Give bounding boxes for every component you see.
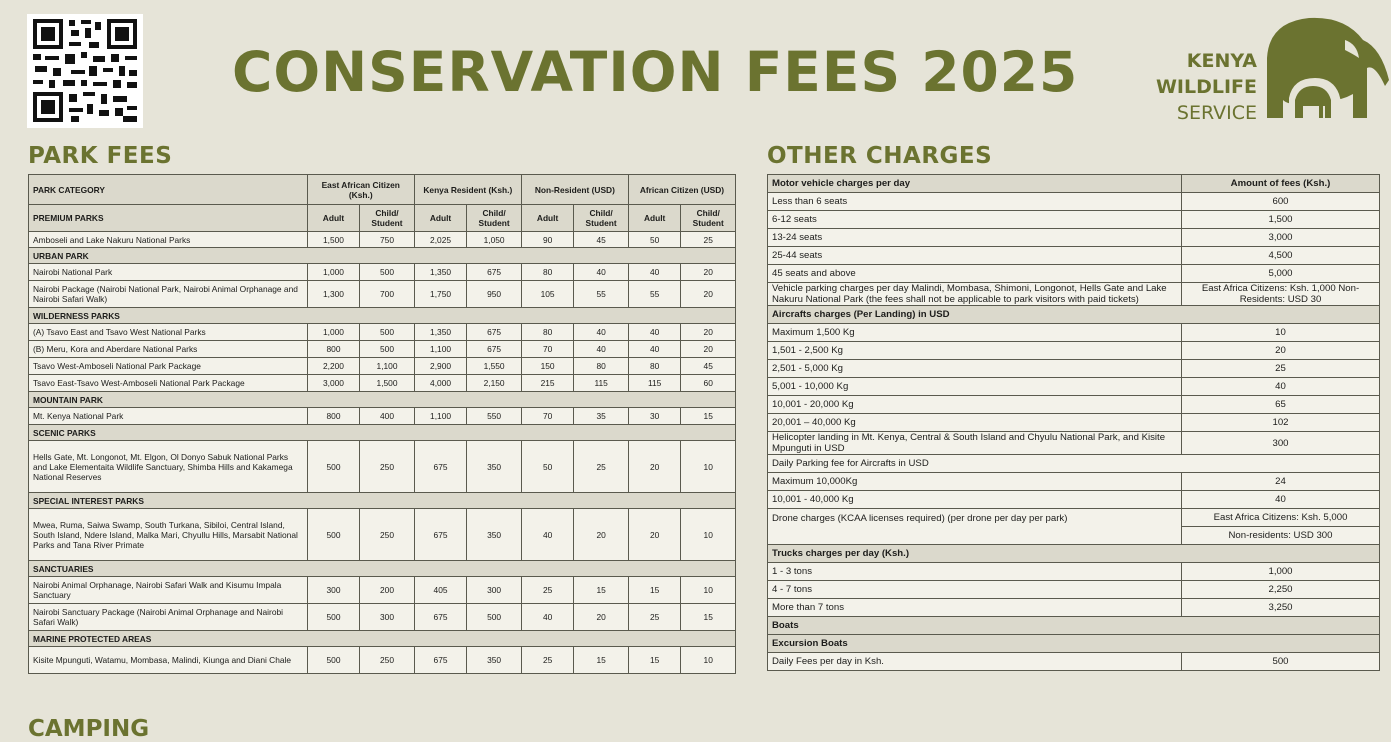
charge-amount: 20 [1182,342,1380,360]
table-row [29,324,736,341]
fee-value: 1,000 [307,324,360,341]
col-amount: Amount of fees (Ksh.) [1182,175,1380,193]
fee-value: 40 [574,341,629,358]
table-row [29,441,736,493]
fee-value: 250 [360,509,415,561]
logo-text [1155,48,1257,126]
fee-value: 15 [574,647,629,674]
table-row [768,283,1380,306]
fee-value: 40 [574,264,629,281]
fee-value: 60 [681,375,736,392]
charge-item: Maximum 1,500 Kg [768,324,1182,342]
charge-amount: 300 [1182,432,1380,455]
col-adult: Adult [628,205,681,232]
category-row [29,493,736,509]
qr-code [27,14,143,128]
charge-amount: 65 [1182,396,1380,414]
fee-value: 40 [628,341,681,358]
kws-logo [1155,14,1391,124]
fee-value: 45 [574,232,629,248]
fee-value: 20 [574,604,629,631]
subheading-row [768,455,1380,473]
fee-value: 2,900 [414,358,467,375]
col-child: Child/ Student [467,205,522,232]
charge-item: Vehicle parking charges per day Malindi, Mombasa, Shimoni, Longonot, Hells Gate and Lake Nakuru National Park (the fees shall not be applicable to park visitors with paid tickets) [768,283,1182,306]
park-fees-title: PARK FEES [28,143,173,169]
category-label: Boats [768,617,1380,635]
charge-amount: Non-residents: USD 300 [1182,527,1380,545]
fee-value: 90 [521,232,574,248]
table-row [29,577,736,604]
fee-value: 405 [414,577,467,604]
fee-value: 80 [521,324,574,341]
fee-value: 950 [467,281,522,308]
park-name: Mt. Kenya National Park [29,408,308,425]
park-name: (B) Meru, Kora and Aberdare National Parks [29,341,308,358]
fee-value: 25 [628,604,681,631]
fee-value: 20 [628,509,681,561]
fee-value: 15 [681,604,736,631]
charge-amount: 24 [1182,473,1380,491]
logo-line-2: WILDLIFE [1155,76,1257,98]
col-group-kenya-resident: Kenya Resident (Ksh.) [414,175,521,205]
fee-value: 20 [681,281,736,308]
park-name: Nairobi Package (Nairobi National Park, Nairobi Animal Orphanage and Nairobi Safari Walk) [29,281,308,308]
category-row [29,248,736,264]
fee-value: 3,000 [307,375,360,392]
table-row [768,324,1380,342]
table-row [768,378,1380,396]
charge-amount: 1,000 [1182,563,1380,581]
category-row [29,308,736,324]
charge-amount: 3,250 [1182,599,1380,617]
fee-value: 115 [574,375,629,392]
charge-item: 4 - 7 tons [768,581,1182,599]
park-name: (A) Tsavo East and Tsavo West National Parks [29,324,308,341]
fee-value: 20 [628,441,681,493]
fee-value: 350 [467,509,522,561]
table-row [29,509,736,561]
charge-item: 5,001 - 10,000 Kg [768,378,1182,396]
fee-value: 200 [360,577,415,604]
charge-item: 45 seats and above [768,265,1182,283]
park-name: Tsavo East-Tsavo West-Amboseli National Park Package [29,375,308,392]
fee-value: 500 [307,647,360,674]
fee-value: 675 [414,441,467,493]
col-park-category: PARK CATEGORY [29,175,308,205]
fee-value: 500 [307,604,360,631]
category-row [768,545,1380,563]
category-label: MOUNTAIN PARK [29,392,736,408]
fee-value: 55 [574,281,629,308]
category-label: SANCTUARIES [29,561,736,577]
col-group-african-citizen: African Citizen (USD) [628,175,735,205]
fee-value: 1,550 [467,358,522,375]
park-name: Hells Gate, Mt. Longonot, Mt. Elgon, Ol Donyo Sabuk National Parks and Lake Elementaita Wildlife Sanctuary, Shimba Hills and Kakamega National Reserves [29,441,308,493]
fee-value: 20 [681,264,736,281]
charge-item: More than 7 tons [768,599,1182,617]
charge-amount: 10 [1182,324,1380,342]
park-name: Tsavo West-Amboseli National Park Package [29,358,308,375]
other-charges-table [767,174,1380,671]
park-fees-table [28,174,736,674]
fee-value: 1,300 [307,281,360,308]
fee-value: 350 [467,441,522,493]
table-row [768,396,1380,414]
fee-value: 675 [467,341,522,358]
charge-amount: 40 [1182,491,1380,509]
table-row [768,265,1380,283]
fee-value: 80 [574,358,629,375]
table-row [768,599,1380,617]
fee-value: 40 [521,604,574,631]
fee-value: 2,025 [414,232,467,248]
park-name: Nairobi National Park [29,264,308,281]
fee-value: 1,350 [414,264,467,281]
fee-value: 675 [467,264,522,281]
fee-value: 250 [360,441,415,493]
table-row [768,360,1380,378]
park-name: Nairobi Animal Orphanage, Nairobi Safari Walk and Kisumu Impala Sanctuary [29,577,308,604]
fee-value: 55 [628,281,681,308]
table-row [768,653,1380,671]
table-row [29,647,736,674]
table-row [768,581,1380,599]
fee-value: 150 [521,358,574,375]
charge-item: Drone charges (KCAA licenses required) (per drone per day per park) [768,509,1182,545]
fee-value: 15 [628,647,681,674]
table-row [768,491,1380,509]
table-row [29,408,736,425]
charge-amount: 500 [1182,653,1380,671]
charge-item: 25-44 seats [768,247,1182,265]
fee-value: 20 [681,341,736,358]
charge-item: Less than 6 seats [768,193,1182,211]
charge-amount: 3,000 [1182,229,1380,247]
category-label: Aircrafts charges (Per Landing) in USD [768,306,1380,324]
fee-value: 35 [574,408,629,425]
fee-value: 300 [467,577,522,604]
charge-amount: 40 [1182,378,1380,396]
fee-value: 10 [681,509,736,561]
category-row [29,425,736,441]
table-row [768,509,1380,527]
col-child: Child/ Student [574,205,629,232]
table-row [768,211,1380,229]
fee-value: 50 [628,232,681,248]
charge-item: 6-12 seats [768,211,1182,229]
category-label: SPECIAL INTEREST PARKS [29,493,736,509]
table-row [29,375,736,392]
fee-value: 300 [360,604,415,631]
charge-item: Daily Fees per day in Ksh. [768,653,1182,671]
fee-value: 15 [574,577,629,604]
fee-value: 15 [681,408,736,425]
fee-value: 675 [467,324,522,341]
col-motor-vehicle: Motor vehicle charges per day [768,175,1182,193]
fee-value: 80 [628,358,681,375]
fee-value: 350 [467,647,522,674]
col-group-non-resident: Non-Resident (USD) [521,175,628,205]
fee-value: 40 [521,509,574,561]
page-title: CONSERVATION FEES 2025 [232,40,1079,104]
fee-value: 4,000 [414,375,467,392]
logo-line-1: KENYA [1186,50,1257,72]
category-row [768,306,1380,324]
fee-value: 1,750 [414,281,467,308]
charge-amount: East Africa Citizens: Ksh. 5,000 [1182,509,1380,527]
fee-value: 45 [681,358,736,375]
table-row [768,473,1380,491]
category-label: SCENIC PARKS [29,425,736,441]
charge-amount: East Africa Citizens: Ksh. 1,000 Non-Residents: USD 30 [1182,283,1380,306]
table-row [768,193,1380,211]
col-child: Child/ Student [360,205,415,232]
table-row [29,341,736,358]
col-child: Child/ Student [681,205,736,232]
category-row [29,561,736,577]
col-adult: Adult [414,205,467,232]
fee-value: 50 [521,441,574,493]
table-row [768,247,1380,265]
fee-value: 2,200 [307,358,360,375]
park-name: Kisite Mpunguti, Watamu, Mombasa, Malindi, Kiunga and Diani Chale [29,647,308,674]
fee-value: 40 [628,264,681,281]
fee-value: 40 [628,324,681,341]
col-adult: Adult [307,205,360,232]
fee-value: 2,150 [467,375,522,392]
category-premium-parks: PREMIUM PARKS [29,205,308,232]
table-row [29,232,736,248]
fee-value: 1,100 [414,408,467,425]
camping-title: CAMPING [28,716,150,742]
fee-value: 500 [360,341,415,358]
col-group-east-african: East African Citizen (Ksh.) [307,175,414,205]
charge-item: 10,001 - 40,000 Kg [768,491,1182,509]
fee-value: 1,050 [467,232,522,248]
fee-value: 25 [574,441,629,493]
fee-value: 500 [307,441,360,493]
category-label: WILDERNESS PARKS [29,308,736,324]
fee-value: 400 [360,408,415,425]
fee-value: 20 [574,509,629,561]
table-row [768,432,1380,455]
charge-item: 10,001 - 20,000 Kg [768,396,1182,414]
category-label: URBAN PARK [29,248,736,264]
table-row [29,604,736,631]
fee-value: 700 [360,281,415,308]
fee-value: 10 [681,647,736,674]
fee-value: 1,350 [414,324,467,341]
charge-item: Helicopter landing in Mt. Kenya, Central & South Island and Chyulu National Park, and Kisite Mpunguti in USD [768,432,1182,455]
charge-item: 1 - 3 tons [768,563,1182,581]
charge-amount: 2,250 [1182,581,1380,599]
fee-value: 1,500 [307,232,360,248]
fee-value: 500 [467,604,522,631]
fee-value: 115 [628,375,681,392]
fee-value: 800 [307,408,360,425]
fee-value: 70 [521,341,574,358]
category-row [29,631,736,647]
charge-item: 2,501 - 5,000 Kg [768,360,1182,378]
table-row [768,229,1380,247]
charge-amount: 102 [1182,414,1380,432]
fee-value: 1,100 [414,341,467,358]
fee-value: 15 [628,577,681,604]
charge-amount: 600 [1182,193,1380,211]
table-row [768,342,1380,360]
charge-amount: 4,500 [1182,247,1380,265]
other-charges-title: OTHER CHARGES [767,143,993,169]
fee-value: 500 [360,324,415,341]
fee-value: 40 [574,324,629,341]
charge-amount: 25 [1182,360,1380,378]
fee-value: 250 [360,647,415,674]
col-adult: Adult [521,205,574,232]
park-name: Mwea, Ruma, Saiwa Swamp, South Turkana, Sibiloi, Central Island, South Island, Ndere Island, Malka Mari, Chyullu Hills, Marsabit National Parks and Tana River Primate [29,509,308,561]
table-row [768,563,1380,581]
table-row [768,414,1380,432]
fee-value: 300 [307,577,360,604]
fee-value: 1,100 [360,358,415,375]
fee-value: 550 [467,408,522,425]
fee-value: 675 [414,647,467,674]
table-row [29,264,736,281]
park-name: Amboseli and Lake Nakuru National Parks [29,232,308,248]
fee-value: 675 [414,604,467,631]
table-row [29,358,736,375]
fee-value: 25 [681,232,736,248]
fee-value: 25 [521,647,574,674]
fee-value: 10 [681,441,736,493]
fee-value: 800 [307,341,360,358]
category-row [768,617,1380,635]
charge-amount: 5,000 [1182,265,1380,283]
subheading-label: Daily Parking fee for Aircrafts in USD [768,455,1380,473]
fee-value: 500 [360,264,415,281]
category-label: Trucks charges per day (Ksh.) [768,545,1380,563]
charge-item: Maximum 10,000Kg [768,473,1182,491]
elephant-icon [1259,14,1391,124]
fee-value: 25 [521,577,574,604]
fee-value: 750 [360,232,415,248]
fee-value: 675 [414,509,467,561]
charge-item: 1,501 - 2,500 Kg [768,342,1182,360]
fee-value: 20 [681,324,736,341]
fee-value: 105 [521,281,574,308]
fee-value: 70 [521,408,574,425]
fee-value: 80 [521,264,574,281]
logo-line-3: SERVICE [1176,102,1257,124]
category-row [768,635,1380,653]
fee-value: 10 [681,577,736,604]
charge-amount: 1,500 [1182,211,1380,229]
fee-value: 215 [521,375,574,392]
park-name: Nairobi Sanctuary Package (Nairobi Animal Orphanage and Nairobi Safari Walk) [29,604,308,631]
fee-value: 1,000 [307,264,360,281]
charge-item: 13-24 seats [768,229,1182,247]
charge-item: 20,001 – 40,000 Kg [768,414,1182,432]
category-row [29,392,736,408]
fee-value: 500 [307,509,360,561]
fee-value: 30 [628,408,681,425]
table-row [29,281,736,308]
fee-value: 1,500 [360,375,415,392]
category-label: MARINE PROTECTED AREAS [29,631,736,647]
category-label: Excursion Boats [768,635,1380,653]
